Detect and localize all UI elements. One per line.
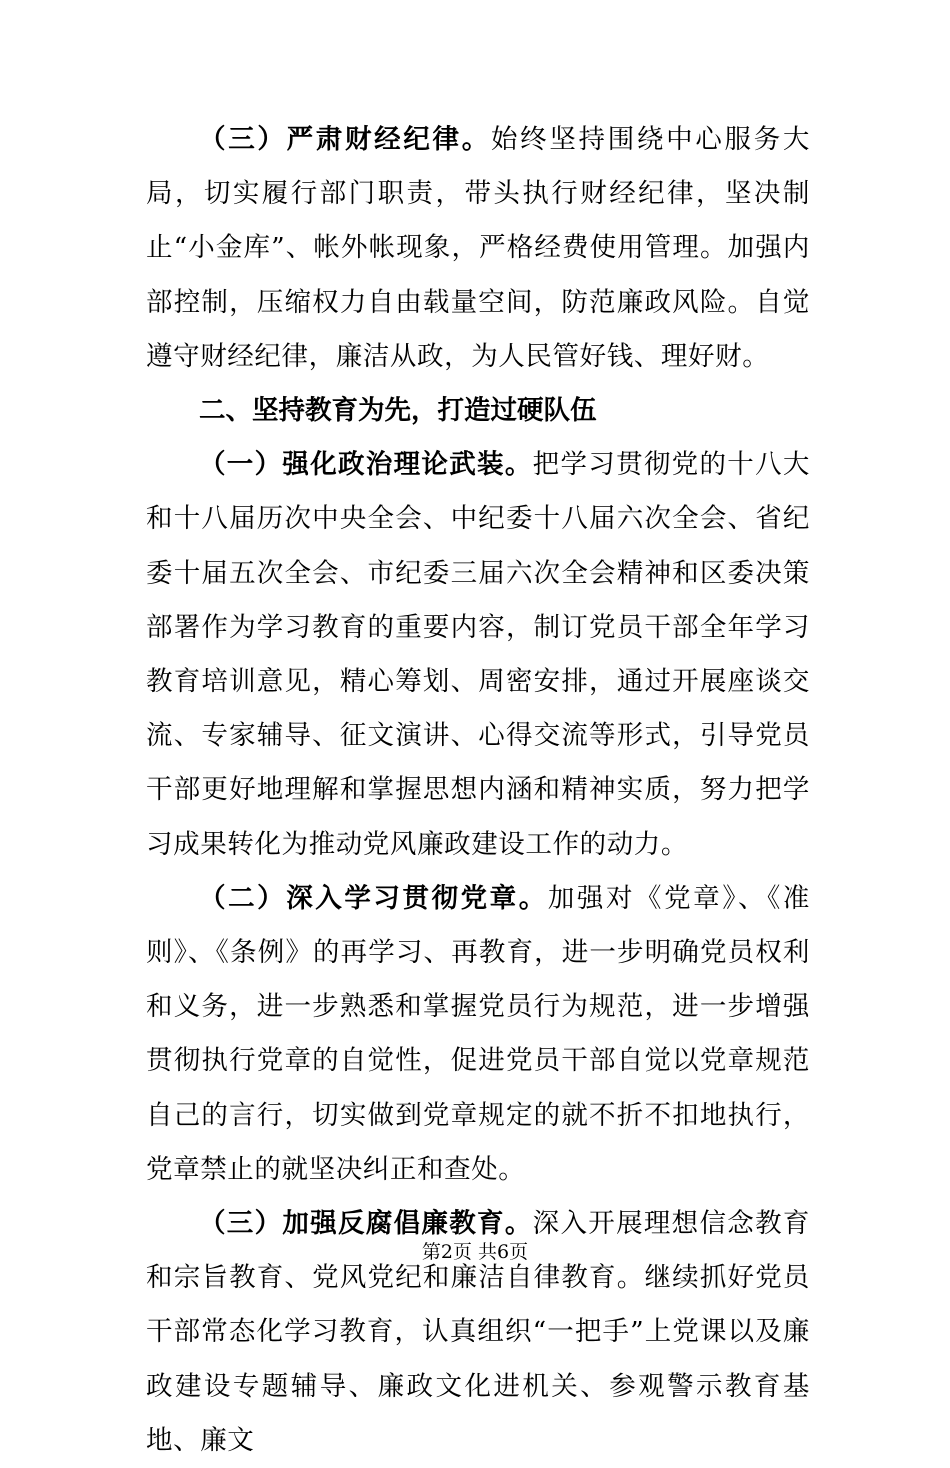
paragraph-lead: （一）强化政治理论武装。 [199, 449, 533, 481]
paragraph-financial-discipline [146, 113, 810, 384]
paragraph-lead: （三）加强反腐倡廉教育。 [199, 1208, 533, 1240]
paragraph-text: 始终坚持围绕中心服务大局，切实履行部门职责，带头执行财经纪律，坚决制止“小金库”、帐外帐现象，严格经费使用管理。加强内部控制，压缩权力自由载量空间，防范廉政风险。自觉遵守财经纪律，廉洁从政，为人民管好钱、理好财。 [146, 124, 810, 372]
paragraph-text: 深入开展理想信念教育和宗旨教育、党风党纪和廉洁自律教育。继续抓好党员干部常态化学习教育，认真组织“一把手”上党课以及廉政建设专题辅导、廉政文化进机关、参观警示教育基地、廉文 [146, 1208, 810, 1456]
paragraph-lead: （三）严肃财经纪律。 [199, 124, 491, 155]
paragraph-text: 加强对《党章》、《准则》、《条例》的再学习、再教育，进一步明确党员权利和义务，进一步熟悉和掌握党员行为规范，进一步增强贯彻执行党章的自觉性，促进党员干部自觉以党章规范自己的言行，切实做到党章规定的就不折不扣地执行，党章禁止的就坚决纠正和查处。 [146, 882, 811, 1185]
paragraph-text: 把学习贯彻党的十八大和十八届历次中央全会、中纪委十八届六次全会、省纪委十届五次全会、市纪委三届六次全会精神和区委决策部署作为学习教育的重要内容，制订党员干部全年学习教育培训意见，精心筹划、周密安排，通过开展座谈交流、专家辅导、征文演讲、心得交流等形式，引导党员干部更好地理解和掌握思想内涵和精神实质，努力把学习成果转化为推动党风廉政建设工作的动力。 [146, 449, 810, 860]
paragraph-lead: （二）深入学习贯彻党章。 [199, 882, 548, 914]
section-heading: 二、坚持教育为先，打造过硬队伍 [199, 395, 597, 427]
paragraph-party-constitution [146, 872, 810, 1197]
page-number-footer: 第2页 共6页 [421, 1241, 529, 1263]
paragraph-anticorruption-education [146, 1197, 810, 1468]
paragraph-political-theory [146, 438, 810, 872]
